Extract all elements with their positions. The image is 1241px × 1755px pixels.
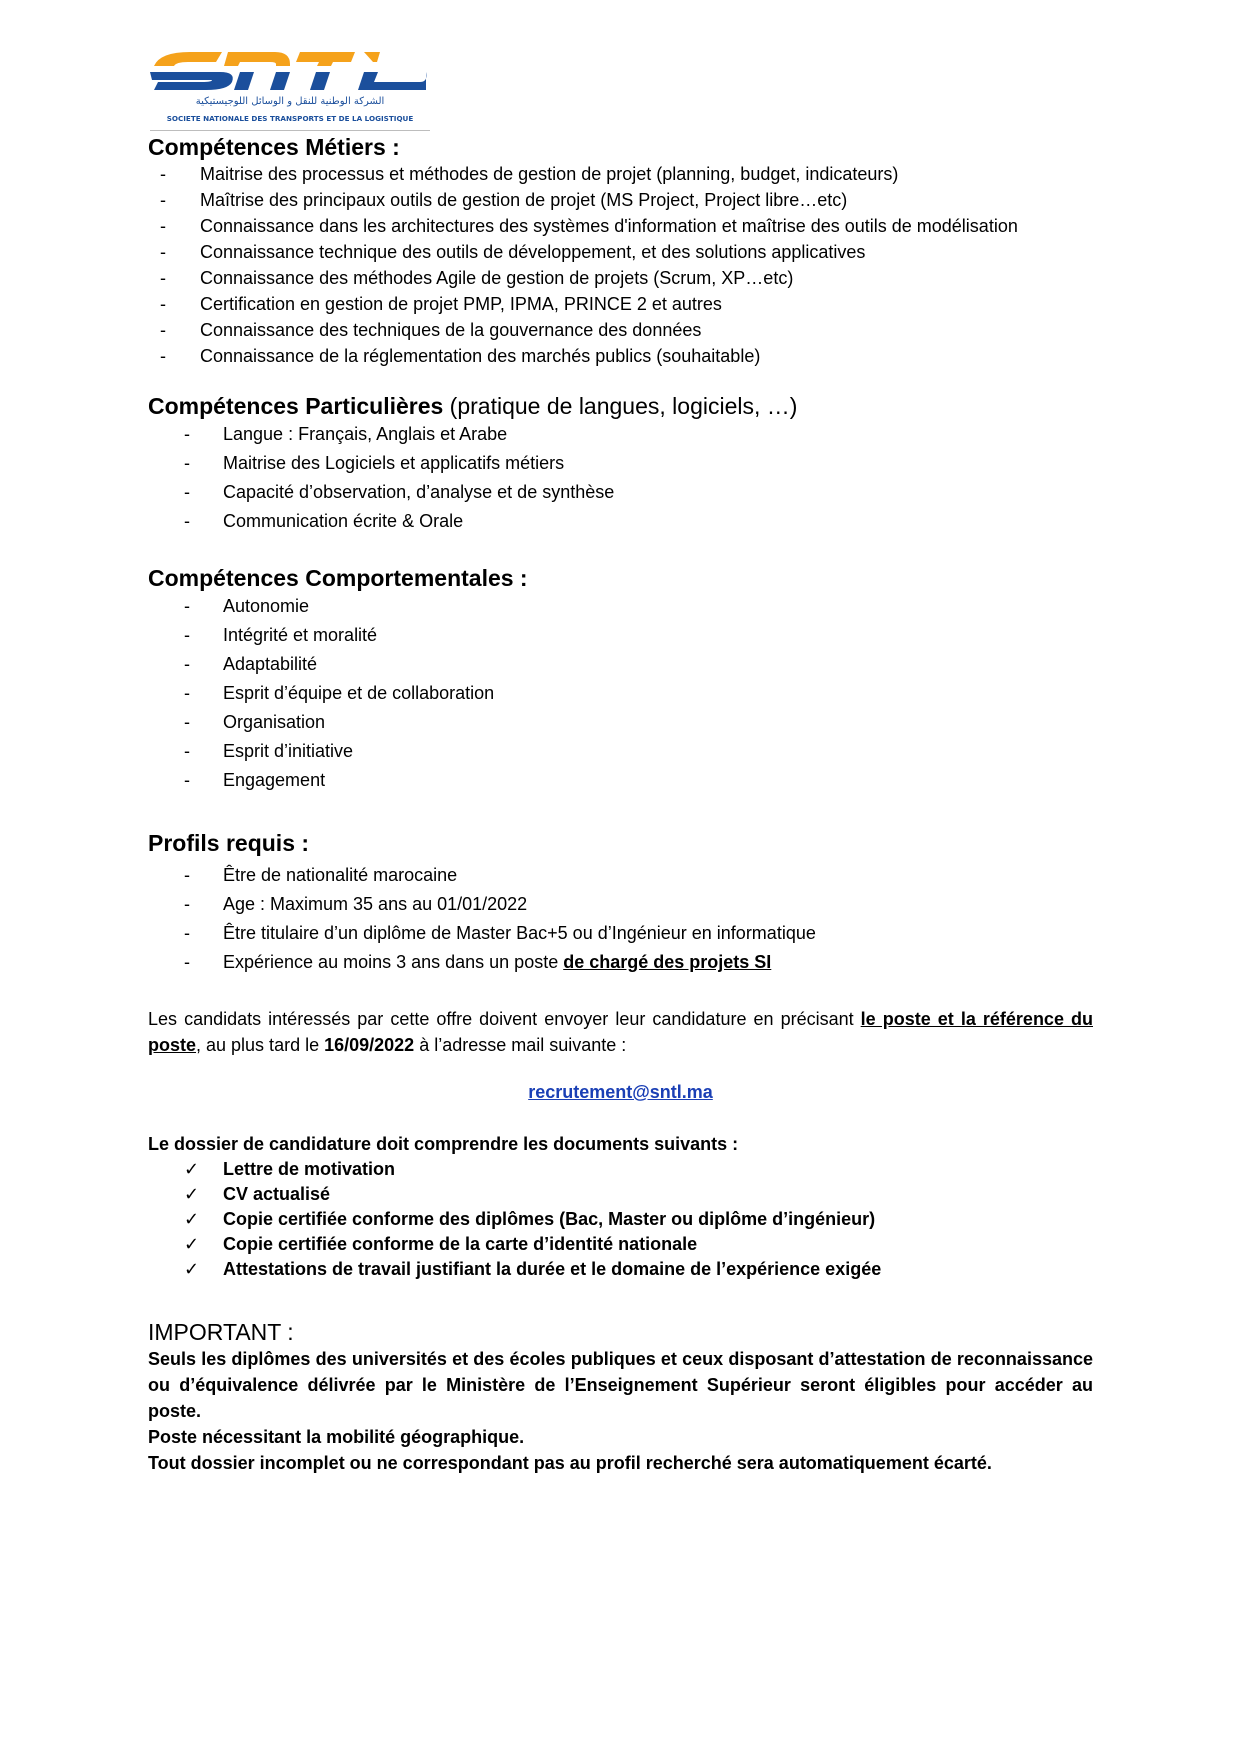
list-item [148, 291, 1093, 317]
list-item [148, 317, 1093, 343]
list-item-text: Capacité d’observation, d’analyse et de synthèse [223, 482, 615, 502]
list-item [148, 890, 1093, 919]
dash-bullet: - [184, 894, 190, 914]
sntl-logo [150, 44, 430, 130]
dash-bullet: - [184, 770, 190, 790]
list-item-text: Intégrité et moralité [223, 625, 378, 645]
list-item-text: Adaptabilité [223, 654, 318, 674]
list-item-text: Esprit d’équipe et de collaboration [223, 683, 495, 703]
list-item-text: Connaissance de la réglementation des marchés publics (souhaitable) [200, 346, 761, 366]
candidature-paragraph [148, 1006, 1093, 1058]
list-item [148, 679, 1093, 708]
email-line [148, 1082, 1093, 1103]
dash-bullet: - [184, 424, 190, 444]
list-item-text: Connaissance dans les architectures des systèmes d'information et maîtrise des outils de modélisation [200, 216, 1018, 236]
deadline-date: 16/09/2022 [324, 1035, 415, 1055]
list-item [148, 1157, 1093, 1182]
dash-bullet: - [184, 741, 190, 761]
list-item [148, 1232, 1093, 1257]
dash-bullet: - [184, 453, 190, 473]
list-item-text: Age : Maximum 35 ans au 01/01/2022 [223, 894, 528, 914]
metiers-list [148, 161, 1093, 369]
section-title: Compétences Comportementales : [148, 565, 528, 591]
section-title: Profils requis : [148, 830, 310, 856]
check-icon: ✓ [184, 1159, 200, 1179]
logo-t-blue [310, 72, 330, 90]
title-bold: Compétences Particulières [148, 393, 444, 419]
list-item-text: Organisation [223, 712, 326, 732]
list-item [148, 766, 1093, 795]
list-item [148, 343, 1093, 369]
list-item-text: Lettre de motivation [223, 1159, 396, 1179]
logo-underline [150, 130, 430, 131]
dash-bullet: - [160, 216, 166, 236]
logo-t-orange [296, 52, 355, 66]
dash-bullet: - [184, 952, 190, 972]
check-icon: ✓ [184, 1259, 200, 1279]
list-item [148, 621, 1093, 650]
list-item-text: Engagement [223, 770, 326, 790]
list-item [148, 708, 1093, 737]
list-item [148, 449, 1093, 478]
list-item-text: Autonomie [223, 596, 310, 616]
profils-list [148, 861, 1093, 948]
dash-bullet: - [160, 268, 166, 288]
list-item-text: Maitrise des processus et méthodes de gestion de projet (planning, budget, indicateurs) [200, 164, 899, 184]
logo-n-blue [234, 72, 290, 90]
candidature-text: Les candidats intéressés par cette offre doivent envoyer leur candidature en précisant le poste et la référence du poste, au plus tard le 16/09/2022 à l’adresse mail suivante : [148, 1009, 1093, 1055]
title-suffix: (pratique de langues, logiciels, …) [443, 393, 798, 419]
logo-arabic: الشركة الوطنية للنقل و الوسائل اللوجيستيكية [195, 96, 385, 107]
list-item-text: Attestations de travail justifiant la durée et le domaine de l’expérience exigée [223, 1259, 882, 1279]
dash-bullet: - [184, 923, 190, 943]
list-item [148, 592, 1093, 621]
list-item [148, 1257, 1093, 1282]
list-item [148, 1182, 1093, 1207]
list-item [148, 1207, 1093, 1232]
dash-bullet: - [184, 511, 190, 531]
check-icon: ✓ [184, 1184, 200, 1204]
dash-bullet: - [160, 164, 166, 184]
list-item-text: Maîtrise des principaux outils de gestion de projet (MS Project, Project libre…etc) [200, 190, 848, 210]
list-item [148, 213, 1093, 239]
list-item-text: Communication écrite & Orale [223, 511, 464, 531]
section-particulieres [148, 392, 1093, 536]
list-item [148, 737, 1093, 766]
dash-bullet: - [160, 242, 166, 262]
list-item-text: Copie certifiée conforme des diplômes (Bac, Master ou diplôme d’ingénieur) [223, 1209, 876, 1229]
list-item [148, 478, 1093, 507]
dossier-list [148, 1157, 1093, 1282]
dash-bullet: - [184, 683, 190, 703]
list-item [148, 265, 1093, 291]
list-item-text: Être de nationalité marocaine [223, 865, 458, 885]
list-item [148, 650, 1093, 679]
dash-bullet: - [184, 865, 190, 885]
section-dossier [148, 1131, 1093, 1282]
particulieres-list [148, 420, 1093, 536]
profils-last-item [148, 948, 1093, 977]
section-metiers [148, 133, 1093, 369]
list-item-text: Connaissance technique des outils de développement, et des solutions applicatives [200, 242, 866, 262]
comportementales-list [148, 592, 1093, 795]
section-title [148, 392, 1093, 420]
emphasis: le poste et la référence du poste [148, 1009, 1093, 1055]
list-item-text: Être titulaire d’un diplôme de Master Bac+5 ou d’Ingénieur en informatique [223, 923, 816, 943]
check-icon: ✓ [184, 1209, 200, 1229]
list-item-text: Langue : Français, Anglais et Arabe [223, 424, 508, 444]
dash-bullet: - [160, 294, 166, 314]
logo-l-blue [358, 72, 426, 90]
logo-s-orange [154, 52, 222, 66]
dash-bullet: - [184, 482, 190, 502]
list-item [148, 187, 1093, 213]
check-icon: ✓ [184, 1234, 200, 1254]
emphasis: de chargé des projets SI [563, 952, 772, 972]
dash-bullet: - [184, 654, 190, 674]
section-profils [148, 829, 1093, 977]
important-line-3: Tout dossier incomplet ou ne correspondant pas au profil recherché sera automatiquement écarté. [148, 1453, 992, 1473]
section-comportementales [148, 564, 1093, 795]
list-item-text: Connaissance des méthodes Agile de gestion de projets (Scrum, XP…etc) [200, 268, 794, 288]
dash-bullet: - [160, 346, 166, 366]
logo-subtitle: SOCIETE NATIONALE DES TRANSPORTS ET DE LA LOGISTIQUE [166, 114, 414, 123]
list-item [148, 420, 1093, 449]
dash-bullet: - [160, 190, 166, 210]
dash-bullet: - [184, 712, 190, 732]
list-item [148, 507, 1093, 536]
dash-bullet: - [160, 320, 166, 340]
list-item [148, 861, 1093, 890]
dash-bullet: - [184, 596, 190, 616]
dash-bullet: - [184, 625, 190, 645]
list-item [148, 239, 1093, 265]
email-link[interactable]: recrutement@sntl.ma [528, 1082, 713, 1102]
list-item [148, 919, 1093, 948]
section-title: Compétences Métiers : [148, 134, 400, 160]
list-item-text: CV actualisé [223, 1184, 331, 1204]
logo-l-orange [364, 52, 380, 62]
logo-n-orange [224, 52, 290, 66]
list-item-text: Certification en gestion de projet PMP, IPMA, PRINCE 2 et autres [200, 294, 722, 314]
important-line-2: Poste nécessitant la mobilité géographique. [148, 1427, 525, 1447]
section-important [148, 1318, 1093, 1476]
important-line-1: Seuls les diplômes des universités et des écoles publiques et ceux disposant d’attestation de reconnaissance ou d’équivalence délivrée par le Ministère de l’Enseignement Supérieur seront éligibles pour accéder au poste. [148, 1349, 1093, 1421]
list-item [148, 161, 1093, 187]
logo-s-blue [150, 72, 233, 90]
dossier-title: Le dossier de candidature doit comprendre les documents suivants : [148, 1134, 739, 1154]
list-item: - Expérience au moins 3 ans dans un poste de chargé des projets SI [148, 948, 1093, 977]
list-item-text: Copie certifiée conforme de la carte d’identité nationale [223, 1234, 698, 1254]
list-item-text: Connaissance des techniques de la gouvernance des données [200, 320, 702, 340]
important-title: IMPORTANT : [148, 1319, 294, 1345]
list-item-text: Maitrise des Logiciels et applicatifs métiers [223, 453, 565, 473]
list-item-text: Esprit d’initiative [223, 741, 354, 761]
